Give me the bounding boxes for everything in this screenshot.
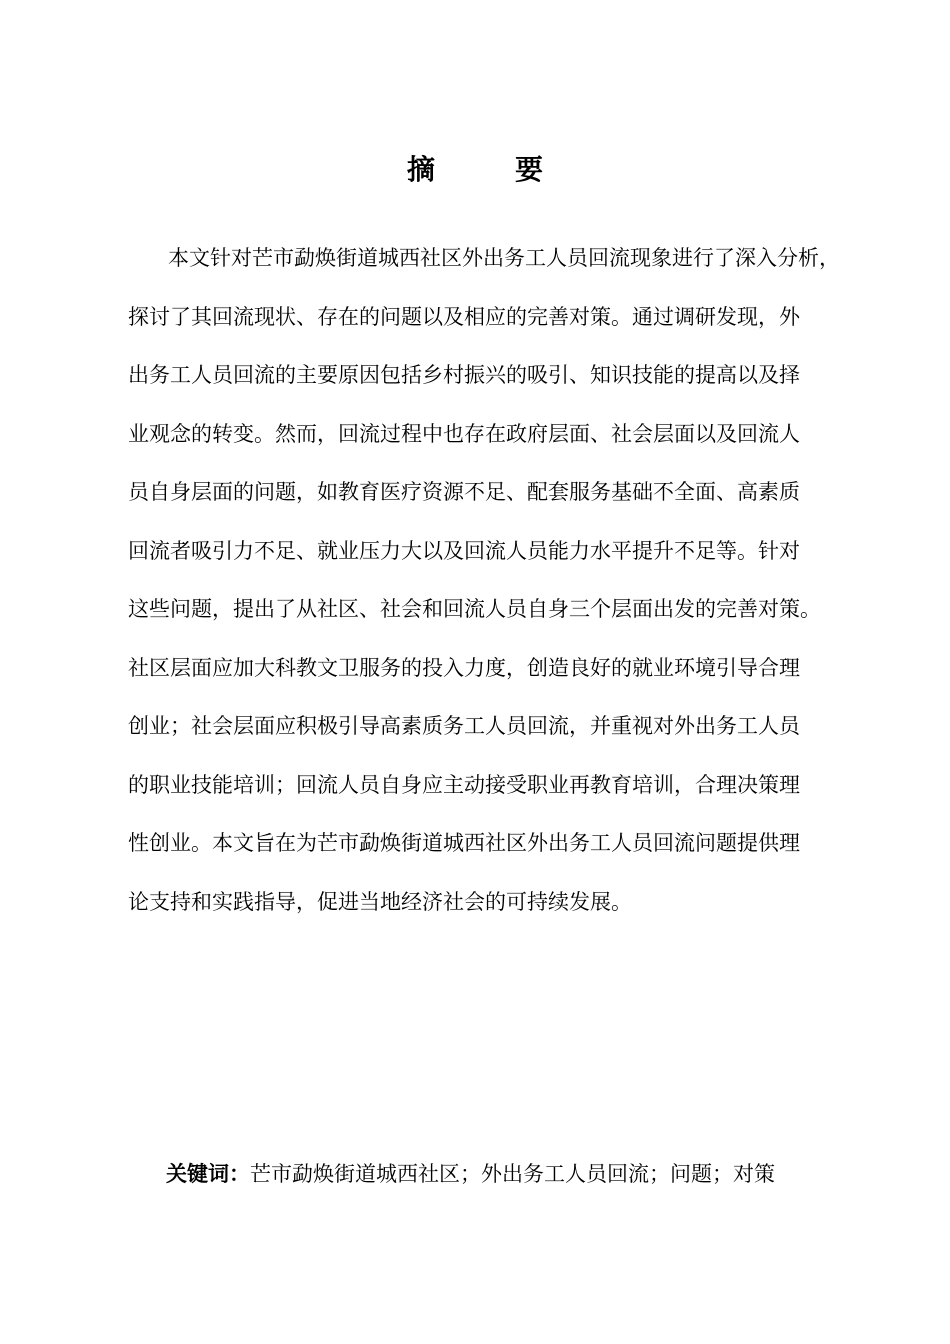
abstract-line: 创业；社会层面应积极引导高素质务工人员回流，并重视对外出务工人员 — [128, 714, 800, 738]
abstract-line: 本文针对芒市勐焕街道城西社区外出务工人员回流现象进行了深入分析， — [168, 246, 840, 270]
keywords-text: 芒市勐焕街道城西社区；外出务工人员回流；问题；对策 — [250, 1162, 775, 1186]
keywords-line — [166, 1154, 775, 1194]
abstract-line: 出务工人员回流的主要原因包括乡村振兴的吸引、知识技能的提高以及择 — [128, 363, 800, 387]
abstract-line: 的职业技能培训；回流人员自身应主动接受职业再教育培训，合理决策理 — [128, 772, 800, 797]
abstract-title: 摘 要 — [406, 153, 569, 186]
abstract-line: 探讨了其回流现状、存在的问题以及相应的完善对策。通过调研发现，外 — [128, 304, 800, 329]
abstract-line: 这些问题，提出了从社区、社会和回流人员自身三个层面出发的完善对策。 — [128, 597, 821, 621]
abstract-line: 性创业。本文旨在为芒市勐焕街道城西社区外出务工人员回流问题提供理 — [128, 831, 800, 855]
abstract-body — [128, 238, 888, 940]
abstract-line: 回流者吸引力不足、就业压力大以及回流人员能力水平提升不足等。针对 — [128, 538, 800, 563]
abstract-line: 社区层面应加大科教文卫服务的投入力度，创造良好的就业环境引导合理 — [128, 655, 800, 680]
abstract-line: 员自身层面的问题，如教育医疗资源不足、配套服务基础不全面、高素质 — [128, 480, 800, 504]
keywords-label: 关键词： — [166, 1162, 250, 1186]
abstract-line: 业观念的转变。然而，回流过程中也存在政府层面、社会层面以及回流人 — [128, 421, 800, 446]
abstract-line: 论支持和实践指导，促进当地经济社会的可持续发展。 — [128, 889, 632, 914]
